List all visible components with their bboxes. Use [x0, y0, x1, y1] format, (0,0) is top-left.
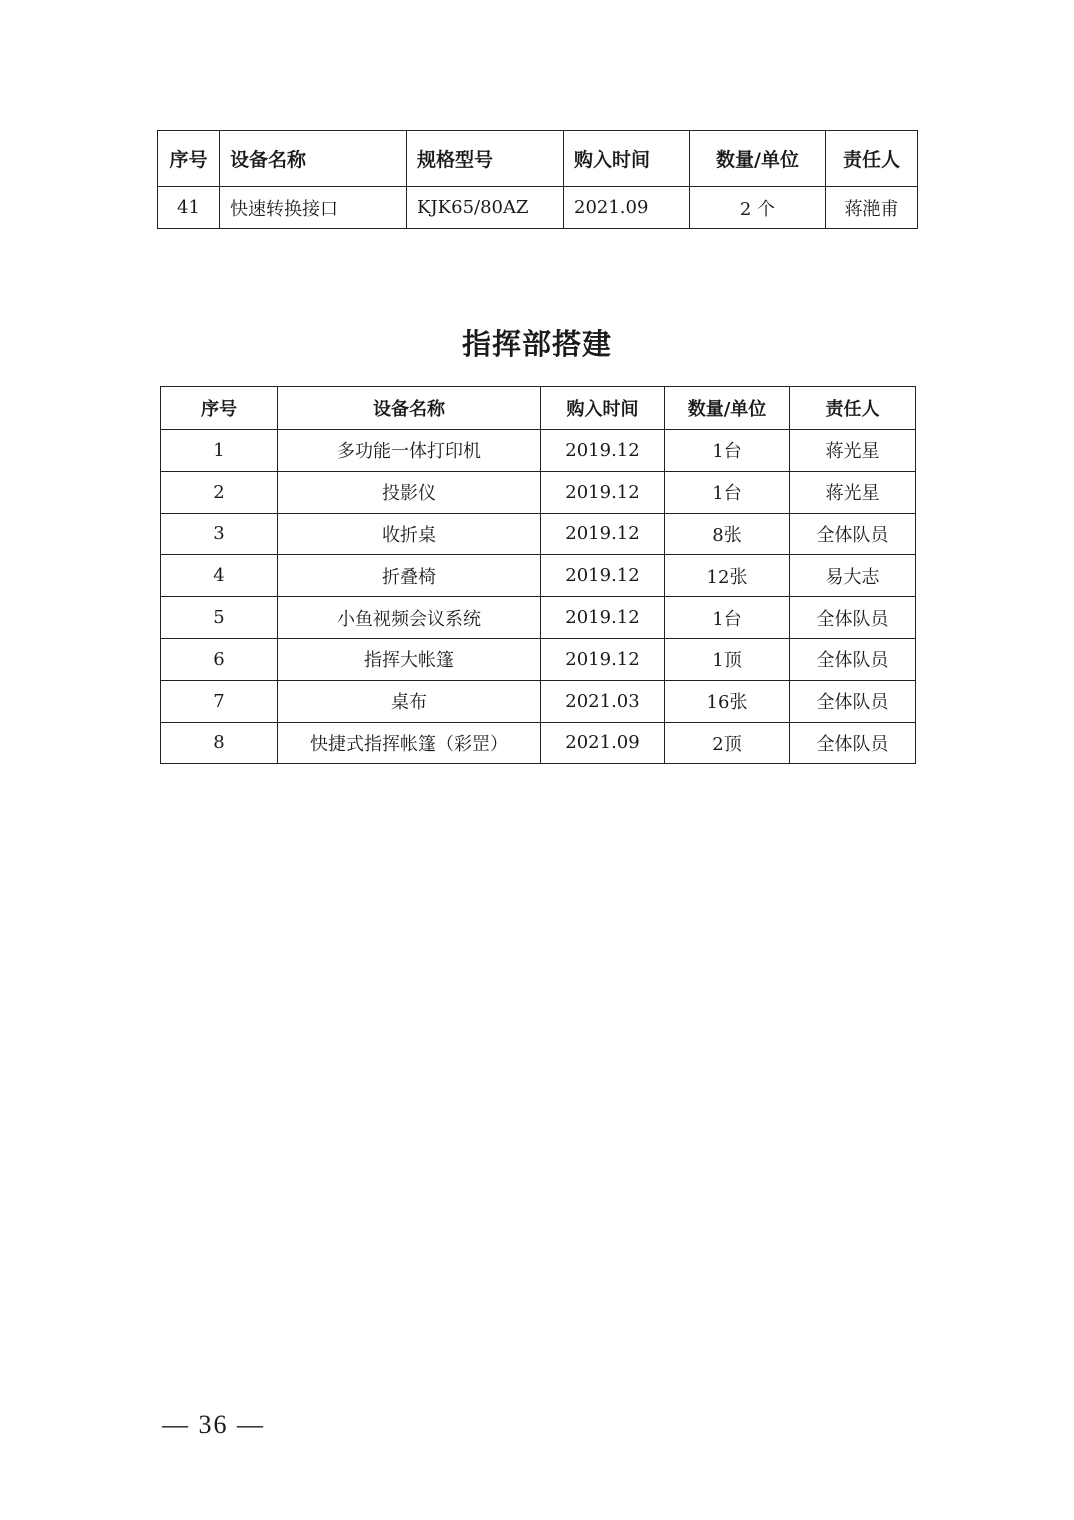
table-row — [161, 597, 916, 639]
table-cell: 7 — [161, 680, 278, 722]
table-cell: 2019.12 — [541, 513, 665, 555]
header-cell: 设备名称 — [278, 387, 541, 430]
table-cell: 全体队员 — [790, 680, 916, 722]
table-row — [161, 555, 916, 597]
table-header-row — [161, 387, 916, 430]
table-cell: 投影仪 — [278, 471, 541, 513]
table-cell: KJK65/80AZ — [407, 187, 564, 229]
table-row — [158, 187, 918, 229]
header-cell: 规格型号 — [407, 131, 564, 187]
table-cell: 蒋光星 — [790, 430, 916, 472]
table-cell: 2021.03 — [541, 680, 665, 722]
section-title: 指挥部搭建 — [461, 327, 612, 361]
table-cell: 折叠椅 — [278, 555, 541, 597]
header-cell: 数量/单位 — [665, 387, 790, 430]
table-cell: 8张 — [665, 513, 790, 555]
table-cell: 小鱼视频会议系统 — [278, 597, 541, 639]
table-cell: 2 — [161, 471, 278, 513]
table-cell: 多功能一体打印机 — [278, 430, 541, 472]
table-cell: 2顶 — [665, 722, 790, 764]
table-cell: 2019.12 — [541, 597, 665, 639]
table-cell: 快速转换接口 — [220, 187, 407, 229]
table-cell: 易大志 — [790, 555, 916, 597]
header-cell: 购入时间 — [564, 131, 690, 187]
table-row — [161, 513, 916, 555]
table-cell: 全体队员 — [790, 597, 916, 639]
table-cell: 3 — [161, 513, 278, 555]
table-cell: 指挥大帐篷 — [278, 638, 541, 680]
table-header-row — [158, 131, 918, 187]
header-cell: 责任人 — [790, 387, 916, 430]
table-row — [161, 722, 916, 764]
table-cell: 5 — [161, 597, 278, 639]
table-row — [161, 471, 916, 513]
command-post-equipment-table — [160, 386, 916, 764]
table-cell: 蒋滟甫 — [826, 187, 918, 229]
header-cell: 序号 — [158, 131, 220, 187]
header-cell: 序号 — [161, 387, 278, 430]
table-cell: 1台 — [665, 430, 790, 472]
table-row — [161, 680, 916, 722]
table-cell: 6 — [161, 638, 278, 680]
header-cell: 责任人 — [826, 131, 918, 187]
table-cell: 8 — [161, 722, 278, 764]
table-cell: 4 — [161, 555, 278, 597]
table-cell: 1台 — [665, 471, 790, 513]
table-cell: 收折桌 — [278, 513, 541, 555]
table-row — [161, 638, 916, 680]
table-cell: 1顶 — [665, 638, 790, 680]
table-cell: 2 个 — [690, 187, 826, 229]
page-number: — 36 — — [162, 1410, 265, 1439]
table-cell: 41 — [158, 187, 220, 229]
table-cell: 全体队员 — [790, 638, 916, 680]
equipment-table-continued — [157, 130, 918, 229]
table-cell: 2021.09 — [541, 722, 665, 764]
table-cell: 2021.09 — [564, 187, 690, 229]
table-cell: 蒋光星 — [790, 471, 916, 513]
table-cell: 2019.12 — [541, 471, 665, 513]
table-cell: 全体队员 — [790, 513, 916, 555]
table-row — [161, 430, 916, 472]
table-cell: 16张 — [665, 680, 790, 722]
table-cell: 快捷式指挥帐篷（彩罡） — [278, 722, 541, 764]
header-cell: 设备名称 — [220, 131, 407, 187]
header-cell: 数量/单位 — [690, 131, 826, 187]
table-cell: 2019.12 — [541, 638, 665, 680]
table-cell: 2019.12 — [541, 430, 665, 472]
table-cell: 1台 — [665, 597, 790, 639]
header-cell: 购入时间 — [541, 387, 665, 430]
table-cell: 2019.12 — [541, 555, 665, 597]
table-cell: 12张 — [665, 555, 790, 597]
table-cell: 全体队员 — [790, 722, 916, 764]
table-cell: 桌布 — [278, 680, 541, 722]
table-cell: 1 — [161, 430, 278, 472]
